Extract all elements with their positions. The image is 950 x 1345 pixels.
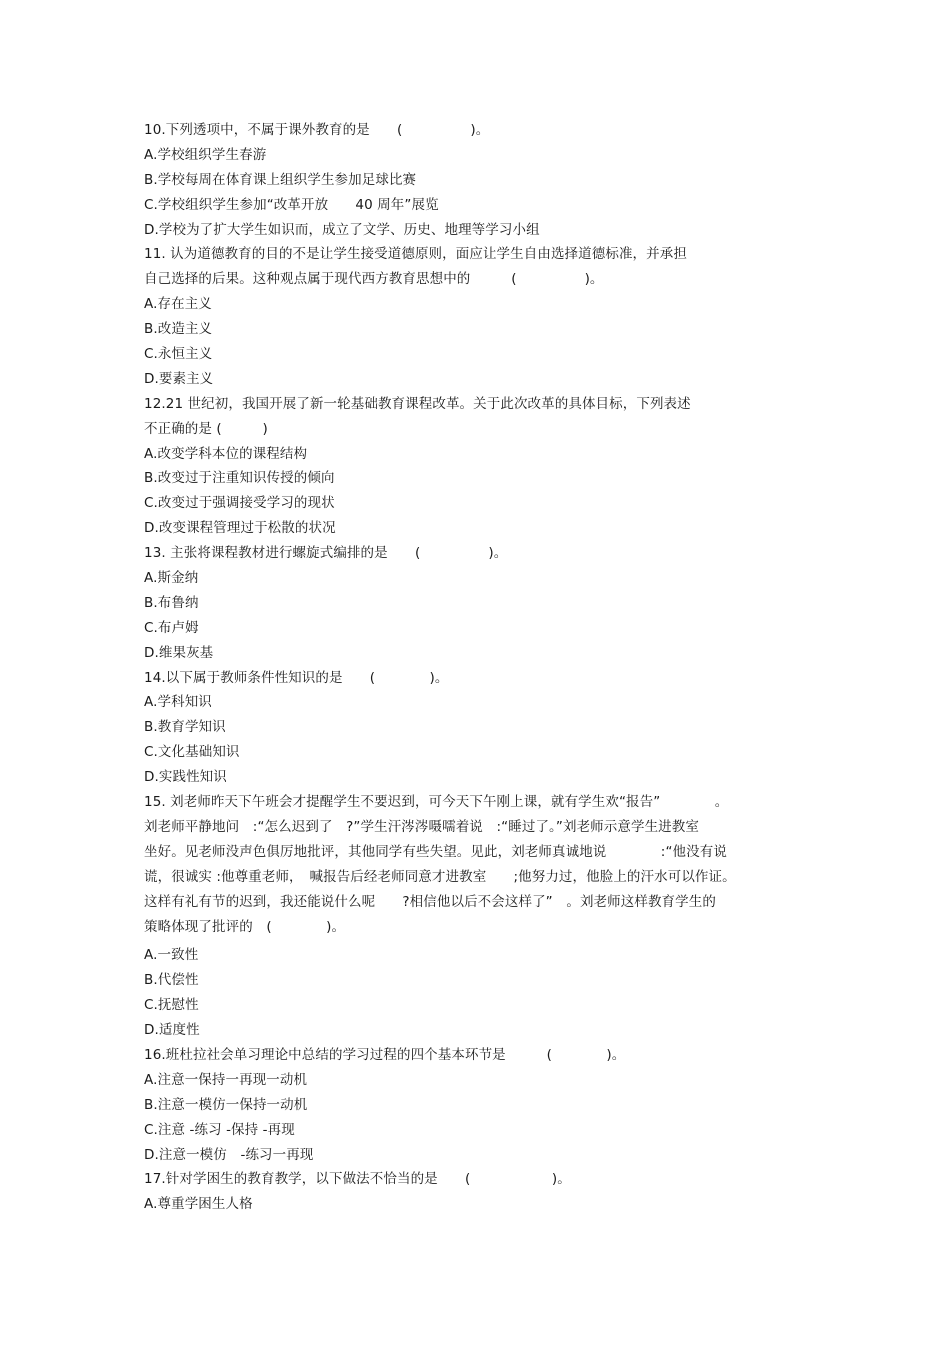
question-13-option-a: A.斯金纳 bbox=[144, 570, 199, 587]
question-15-stem-line-3: 坐好。见老师没声色俱厉地批评，其他同学有些失望。见此，刘老师真诚地说 :“他没有说 bbox=[144, 843, 727, 860]
question-16-option-d: D.注意一模仿 -练习一再现 bbox=[144, 1146, 314, 1163]
question-11-stem-line-1: 11. 认为道德教育的目的不是让学生接受道德原则，面应让学生自由选择道德标准，并承担 bbox=[144, 246, 687, 263]
question-12-stem-line-2: 不正确的是 ( ) bbox=[144, 420, 268, 437]
question-16-option-c: C.注意 -练习 -保持 -再现 bbox=[144, 1121, 295, 1138]
question-16-stem: 16.班杜拉社会单习理论中总结的学习过程的四个基本环节是 ( )。 bbox=[144, 1046, 626, 1063]
question-12-stem-line-1: 12.21 世纪初，我国开展了新一轮基础教育课程改革。关于此次改革的具体目标，下列表述 bbox=[144, 395, 691, 412]
question-15-option-b: B.代偿性 bbox=[144, 972, 199, 989]
question-11 bbox=[144, 242, 814, 391]
question-15-option-d: D.适度性 bbox=[144, 1022, 200, 1039]
question-15-stem-line-5: 这样有礼有节的迟到，我还能说什么呢 ?相信他以后不会这样了” 。刘老师这样教育学生的 bbox=[144, 893, 716, 910]
question-10 bbox=[144, 118, 814, 242]
question-15-stem-line-2: 刘老师平静地问 :“怎么迟到了 ?”学生汗涔涔嗫嚅着说 :“睡过了。”刘老师示意学生进教室 bbox=[144, 818, 699, 835]
question-14-stem: 14.以下属于教师条件性知识的是 ( )。 bbox=[144, 669, 449, 686]
question-15-stem-line-1: 15. 刘老师昨天下午班会才提醒学生不要迟到，可今天下午刚上课，就有学生欢“报告” 。 bbox=[144, 794, 729, 811]
question-17-stem: 17.针对学困生的教育教学，以下做法不恰当的是 ( )。 bbox=[144, 1171, 571, 1188]
question-12-option-c: C.改变过于强调接受学习的现状 bbox=[144, 495, 335, 512]
question-12-option-d: D.改变课程管理过于松散的状况 bbox=[144, 520, 336, 537]
question-11-stem-line-2: 自己选择的后果。这种观点属于现代西方教育思想中的 ( )。 bbox=[144, 271, 604, 288]
question-10-option-c: C.学校组织学生参加“改革开放 40 周年”展览 bbox=[144, 196, 439, 213]
question-11-option-b: B.改造主义 bbox=[144, 321, 213, 338]
question-11-option-c: C.永恒主义 bbox=[144, 346, 213, 363]
question-10-option-b: B.学校每周在体育课上组织学生参加足球比赛 bbox=[144, 171, 417, 188]
question-16-option-b: B.注意一模仿一保持一动机 bbox=[144, 1096, 308, 1113]
question-17 bbox=[144, 1167, 814, 1217]
question-16 bbox=[144, 1043, 814, 1167]
question-13-stem: 13. 主张将课程教材进行螺旋式编排的是 ( )。 bbox=[144, 545, 508, 562]
question-13-option-c: C.布卢姆 bbox=[144, 619, 199, 636]
question-15-option-c: C.抚慰性 bbox=[144, 997, 199, 1014]
question-14-option-c: C.文化基础知识 bbox=[144, 744, 240, 761]
question-12-option-b: B.改变过于注重知识传授的倾向 bbox=[144, 470, 335, 487]
question-13-option-b: B.布鲁纳 bbox=[144, 594, 199, 611]
question-16-option-a: A.注意一保持一再现一动机 bbox=[144, 1071, 308, 1088]
question-14-option-b: B.教育学知识 bbox=[144, 719, 226, 736]
question-12 bbox=[144, 392, 814, 541]
question-15-option-a: A.一致性 bbox=[144, 947, 199, 964]
question-15-stem-line-4: 谎，很诚实 :他尊重老师， 喊报告后经老师同意才进教室 ;他努力过，他脸上的汗水可以作证。 bbox=[144, 868, 736, 885]
question-15 bbox=[144, 790, 814, 1043]
question-14-option-a: A.学科知识 bbox=[144, 694, 212, 711]
question-13-option-d: D.维果灰基 bbox=[144, 644, 214, 661]
question-11-option-d: D.要素主义 bbox=[144, 370, 214, 387]
question-12-option-a: A.改变学科本位的课程结构 bbox=[144, 445, 308, 462]
question-10-option-d: D.学校为了扩大学生如识而，成立了文学、历史、地理等学习小组 bbox=[144, 221, 540, 238]
question-15-stem-line-6: 策略体现了批评的 ( )。 bbox=[144, 918, 346, 935]
question-17-option-a: A.尊重学困生人格 bbox=[144, 1196, 253, 1213]
question-14 bbox=[144, 666, 814, 790]
document-page bbox=[144, 118, 814, 1217]
question-11-option-a: A.存在主义 bbox=[144, 296, 212, 313]
question-10-option-a: A.学校组织学生春游 bbox=[144, 146, 267, 163]
question-13 bbox=[144, 541, 814, 665]
question-10-stem: 10.下列透项中，不属于课外教育的是 ( )。 bbox=[144, 122, 490, 138]
question-14-option-d: D.实践性知识 bbox=[144, 769, 227, 786]
